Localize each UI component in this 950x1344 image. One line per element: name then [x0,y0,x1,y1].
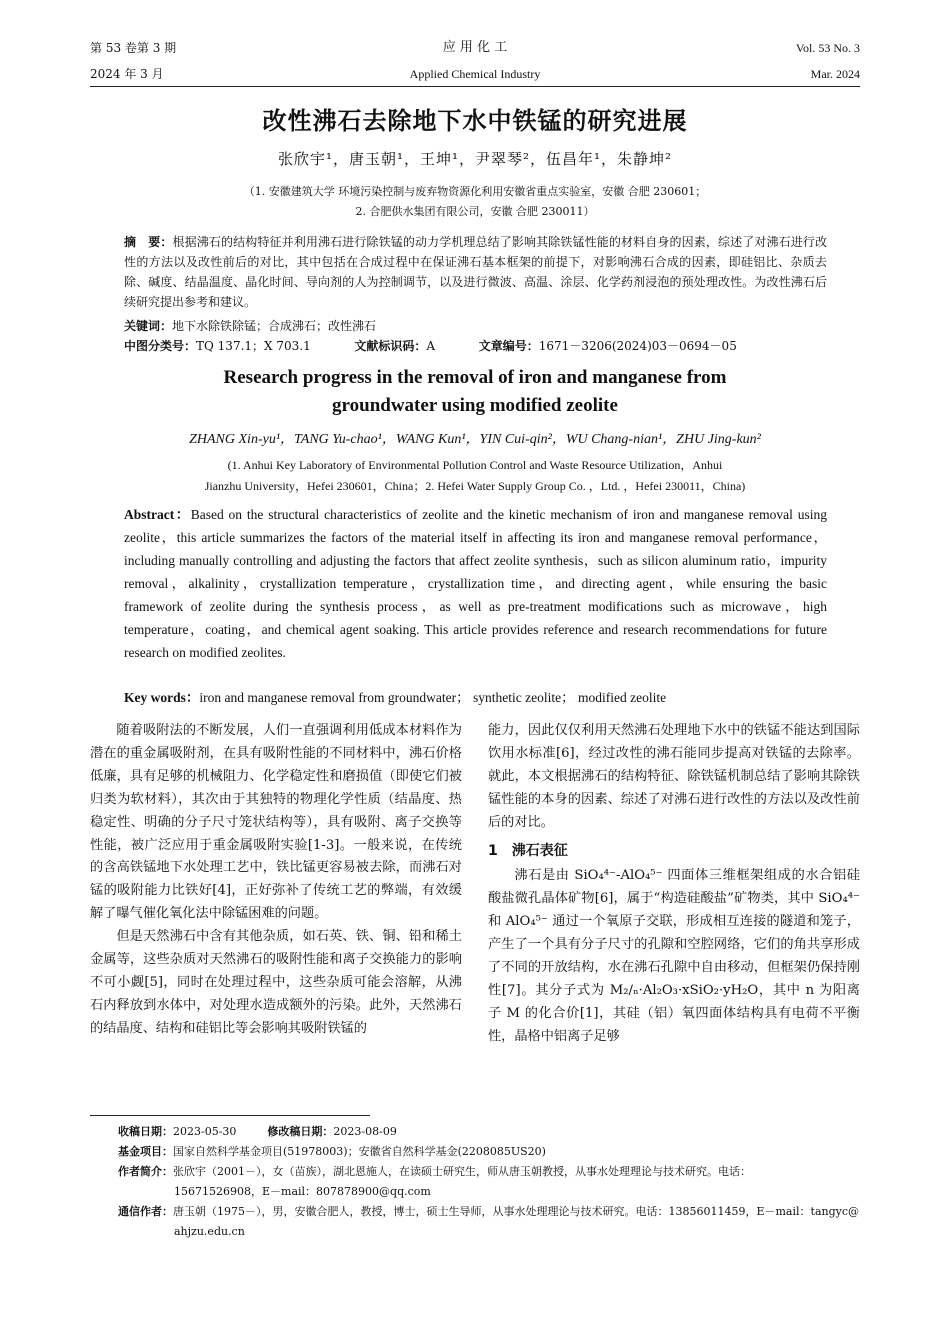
keywords-cn-text: 地下水除铁除锰；合成沸石；改性沸石 [172,319,377,333]
authors-en: ZHANG Xin-yu¹，TANG Yu-chao¹，WANG Kun¹，YIN Cui-qin²，WU Chang-nian¹，ZHU Jing-kun² [189,432,761,447]
body-paragraph: 能力，因此仅仅利用天然沸石处理地下水中的铁锰不能达到国际饮用水标准[6]，经过改性的沸石能同步提高对铁锰的去除率。就此，本文根据沸石的结构特征、除铁锰机制总结了影响其除铁锰性能的本身的因素、综述了对沸石进行改性的方法以及改性前后的对比。 [488,723,860,830]
corresponding-author [90,1202,860,1242]
article-no-label: 文章编号： [478,339,539,353]
affiliation-en-1: (1. Anhui Key Laboratory of Environmental Pollution Control and Waste Resource Utilization，Anhui [227,458,723,472]
date-cn: 2024 年 3 月 [90,67,164,81]
title-en-line-2: groundwater using modified zeolite [332,395,618,416]
volume-issue-en: Vol. 53 No. 3 [795,41,860,55]
classification-line [124,336,827,356]
received-date: 2023-05-30 [173,1125,237,1138]
page-title-en [0,364,950,420]
section-heading-1: 1 沸石表征 [488,842,568,859]
footnote-rule [90,1115,370,1116]
abstract-cn-text: 根据沸石的结构特征并利用沸石进行除铁锰的动力学机理总结了影响其除铁锰性能的材料自身的因素，综述了对沸石进行改性的方法以及改性前后的对比，其中包括在合成过程中在保证沸石基本框架的前提下，对影响沸石合成的因素，即硅铝比、杂质去除、碱度、结晶温度、晶化时间、导向剂的人为控制调节，以及进行微波、高温、涂层、化学药剂浸泡的预处理改性。为改性沸石后续研究提出参考和建议。 [124,235,827,309]
corresponding-text-2: ahjzu.edu.cn [174,1225,245,1238]
affiliation-en [0,455,950,497]
keywords-en [124,686,827,706]
article-no-value: 1671－3206(2024)03－0694－05 [538,339,737,353]
author-bio-text-1: 张欣宇（2001－），女（苗族），湖北恩施人，在读硕士研究生，师从唐玉朝教授，从事水处理理论与技术研究。电话： [173,1165,751,1178]
body-paragraph: 随着吸附法的不断发展，人们一直强调利用低成本材料作为潜在的重金属吸附剂，在具有吸附性能的不同材料中，沸石价格低廉，具有足够的机械阻力、化学稳定性和磨损值（即使它们被归类为软材料），其次由于其独特的物理化学性质（结晶度、热稳定性、明确的分子尺寸笼状结构等），具有吸附、离子交换等性能，被广泛应用于重金属吸附实验[1-3]。一般来说，在传统的含高铁锰地下水处理工艺中，铁比锰更容易被去除，而沸石对锰的吸附能力比铁好[4]，正好弥补了传统工艺的弊端，有效缓解了曝气催化氧化法中除锰困难的问题。 [90,723,462,922]
revised-date: 2023-08-09 [333,1125,397,1138]
abstract-en [124,503,827,664]
author-bio-label: 作者简介： [118,1165,173,1178]
fund-label: 基金项目： [118,1145,173,1158]
keywords-cn-label: 关键词： [124,319,173,333]
authors-cn: 张欣宇¹，唐玉朝¹，王坤¹，尹翠琴²，伍昌年¹，朱静坤² [277,150,673,168]
author-bio-text-2: 15671526908，E－mail：807878900@qq.com [174,1185,431,1198]
body-paragraph: 沸石是由 SiO₄⁴⁻-AlO₄⁵⁻ 四面体三维框架组成的水合铝硅酸盐微孔晶体矿物[6]，属于“构造硅酸盐”矿物类，其中 SiO₄⁴⁻ 和 AlO₄⁵⁻ 通过一个氧原子交联，形成相互连接的隧道和笼子，产生了一个具有分子尺寸的孔隙和空腔网络，它们的角共享形成了不同的开放结构，水在沸石孔隙中自由移动，但框架仍保持刚性[7]。其分子式为 M₂/ₙ·Al₂O₃·xSiO₂·yH₂O，其中 n 为阳离子 M 的化合价[1]，其硅（铝）氧四面体结构具有电荷不平衡性，晶格中铝离子足够 [488,868,860,1044]
author-bio [90,1162,860,1202]
fund-text: 国家自然科学基金项目(51978003)；安徽省自然科学基金(2208085US20) [173,1145,546,1158]
header-rule [90,86,860,87]
doc-code-value: A [426,339,436,353]
page-title-cn: 改性沸石去除地下水中铁锰的研究进展 [262,107,688,135]
journal-name-cn: 应 用 化 工 [442,40,508,55]
corresponding-label: 通信作者： [118,1205,173,1218]
clc-value: TQ 137.1；X 703.1 [196,339,311,353]
journal-name-en: Applied Chemical Industry [409,67,541,81]
affiliation-cn-2: 2. 合肥供水集团有限公司，安徽 合肥 230011） [355,205,595,218]
affiliation-en-2: Jianzhu University，Hefei 230601，China；2. Hefei Water Supply Group Co. ，Ltd. ，Hefei 230011，China) [204,479,746,493]
title-en-line-1: Research progress in the removal of iron and manganese from [223,367,727,388]
date-en: Mar. 2024 [810,67,860,81]
abstract-cn-label: 摘 要： [124,235,173,249]
volume-issue-cn: 第 53 卷第 3 期 [90,41,177,55]
keywords-en-label: Key words： [124,690,200,705]
received-line [90,1122,860,1142]
affiliation-cn-1: （1. 安徽建筑大学 环境污染控制与废弃物资源化利用安徽省重点实验室，安徽 合肥 230601； [243,185,707,198]
keywords-en-text: iron and manganese removal from groundwater； synthetic zeolite； modified zeolite [199,690,667,705]
abstract-en-text: Based on the structural characteristics of zeolite and the kinetic mechanism of iron and manganese removal using zeolite，this article summarizes the factors of the material itself in affecting its iron and manganese removal performance，including manually controlling and adjusting the factors that affect zeolite synthesis，such as silicon aluminum ratio，impurity removal，alkalinity，crystallization temperature，crystallization time，and directing agent，while ensuring the basic framework of zeolite during the synthesis process，as well as pre-treatment modifications such as microwave，high temperature，coating，and chemical agent soaking. This article provides reference and research recommendations for future research on modified zeolites. [124,507,827,660]
corresponding-text-1: 唐玉朝（1975－），男，安徽合肥人，教授，博士，硕士生导师，从事水处理理论与技术研究。电话：13856011459，E－mail：tangyc@ [173,1205,860,1218]
abstract-en-label: Abstract： [124,507,191,522]
fund-line [90,1142,860,1162]
received-label: 收稿日期： [118,1125,173,1138]
body-right-column [488,720,860,1049]
revised-label: 修改稿日期： [267,1125,334,1138]
footnotes [90,1122,860,1242]
doc-code-label: 文献标识码： [354,339,427,353]
abstract-cn [124,232,827,312]
clc-label: 中图分类号： [124,339,197,353]
body-paragraph: 但是天然沸石中含有其他杂质，如石英、铁、铜、铅和稀土金属等，这些杂质对天然沸石的吸附性能和离子交换能力的影响不可小觑[5]，同时在处理过程中，这些杂质可能会溶解，从沸石内释放到水体中，对处理水造成额外的污染。此外，天然沸石的结晶度、结构和硅铝比等会影响其吸附铁锰的 [90,929,462,1036]
body-left-column [90,720,462,1041]
keywords-cn [124,316,827,336]
